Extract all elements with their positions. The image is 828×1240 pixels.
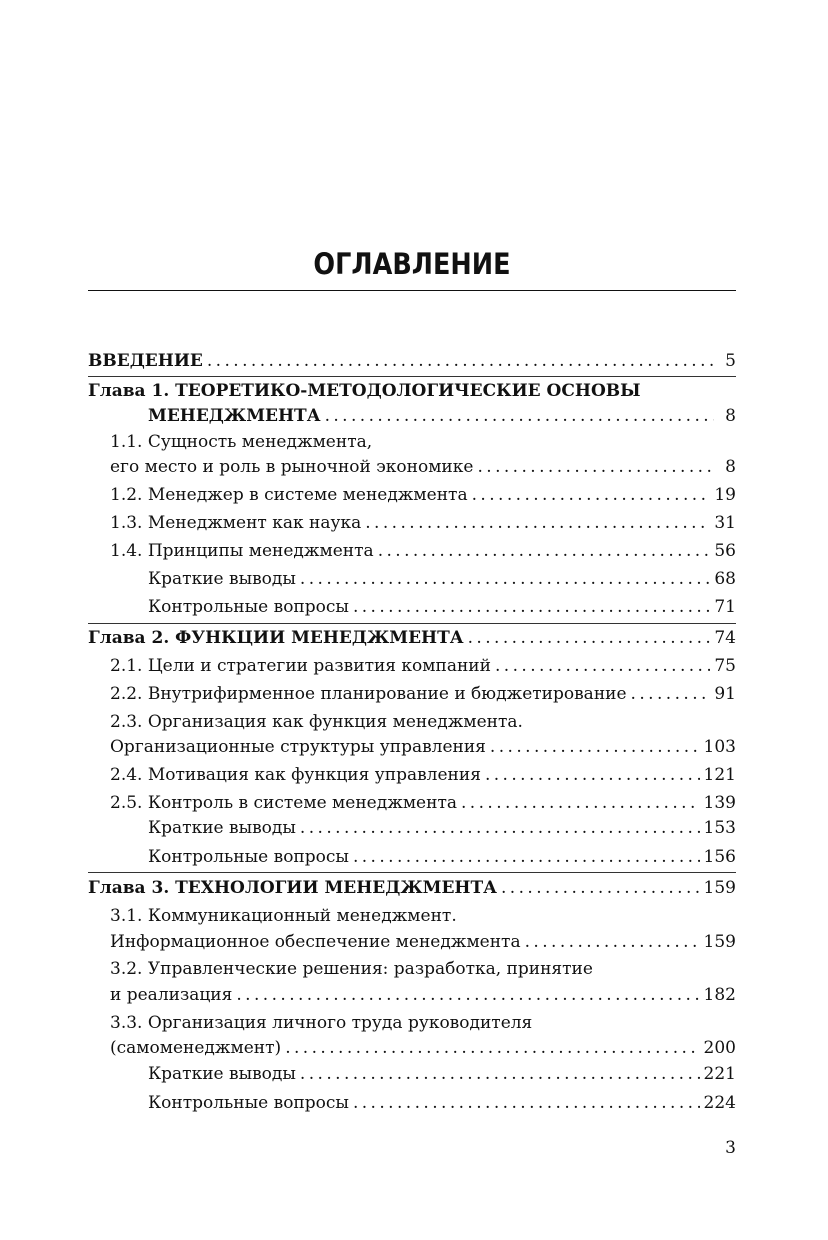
toc-entry-label: 3.3. Организация личного труда руководителя [110,1013,533,1033]
leader-dots [477,454,714,480]
toc-entry-label: Краткие выводы [148,569,296,589]
toc-entry-page: 159 [703,878,736,898]
toc-summary-3[interactable] [148,1061,736,1087]
toc-section-3-2-heading[interactable] [110,956,736,982]
toc-entry-page: 5 [725,351,736,371]
toc-entry-label: 2.1. Цели и стратегии развития компаний [110,656,491,676]
toc-entry-label: 1.1. Сущность менеджмента, [110,432,373,452]
toc-section-3-1[interactable] [110,929,736,955]
title-divider [88,290,736,291]
leader-dots [365,510,710,536]
toc-section-3-1-heading[interactable] [110,903,736,929]
page-number: 3 [725,1138,736,1158]
toc-entry-page: 159 [703,932,736,952]
leader-dots [461,790,700,816]
toc-entry-label: 2.3. Организация как функция менеджмента. [110,712,523,732]
toc-questions-2[interactable] [148,844,736,870]
toc-entry-page: 8 [725,457,736,477]
toc-entry-page: 221 [703,1064,736,1084]
toc-section-2-5[interactable] [110,790,736,816]
toc-entry-page: 200 [703,1038,736,1058]
chapter-divider [88,376,736,377]
leader-dots [353,1090,700,1116]
toc-questions-1[interactable] [148,594,736,620]
leader-dots [325,403,714,429]
toc-chapter-3[interactable] [88,875,736,901]
toc-entry-page: 31 [714,513,736,533]
toc-chapter-1[interactable] [148,403,736,429]
toc-entry-label: 1.3. Менеджмент как наука [110,513,362,533]
toc-entry-label: Глава 2. ФУНКЦИИ МЕНЕДЖМЕНТА [88,628,464,648]
toc-entry-page: 68 [714,569,736,589]
chapter-divider [88,623,736,624]
leader-dots [300,566,710,592]
toc-entry-label: Краткие выводы [148,1064,296,1084]
toc-entry-page: 71 [714,597,736,617]
toc-section-3-3-heading[interactable] [110,1010,736,1036]
toc-entry-label: Организационные структуры управления [110,737,486,757]
toc-entry-page: 75 [714,656,736,676]
leader-dots [501,875,700,901]
toc-entry-label: (самоменеджмент) [110,1038,282,1058]
toc-section-3-3[interactable] [110,1035,736,1061]
toc-entry-label: Краткие выводы [148,818,296,838]
toc-summary-1[interactable] [148,566,736,592]
leader-dots [285,1035,699,1061]
toc-entry-page: 8 [725,406,736,426]
leader-dots [468,625,711,651]
leader-dots [207,348,714,374]
toc-entry-page: 56 [714,541,736,561]
toc-entry-page: 156 [703,847,736,867]
toc-section-1-2[interactable] [110,482,736,508]
toc-entry-label: 3.1. Коммуникационный менеджмент. [110,906,457,926]
toc-entry-page: 182 [703,985,736,1005]
toc-entry-label: Контрольные вопросы [148,1093,349,1113]
toc-section-2-3-heading[interactable] [110,709,736,735]
toc-entry-label: ВВЕДЕНИЕ [88,351,203,371]
toc-entry-page: 74 [714,628,736,648]
toc-entry-intro[interactable] [88,348,736,374]
leader-dots [236,982,699,1008]
leader-dots [353,844,700,870]
toc-entry-label: Глава 1. ТЕОРЕТИКО-МЕТОДОЛОГИЧЕСКИЕ ОСНОВЫ [88,381,641,401]
toc-entry-label: Контрольные вопросы [148,847,349,867]
toc-section-3-2[interactable] [110,982,736,1008]
toc-entry-page: 103 [703,737,736,757]
leader-dots [378,538,711,564]
leader-dots [495,653,710,679]
toc-entry-label: 1.2. Менеджер в системе менеджмента [110,485,468,505]
toc-entry-page: 19 [714,485,736,505]
toc-section-1-3[interactable] [110,510,736,536]
leader-dots [525,929,700,955]
toc-entry-page: 121 [703,765,736,785]
toc-section-2-1[interactable] [110,653,736,679]
toc-section-2-3[interactable] [110,734,736,760]
toc-section-2-2[interactable] [110,681,736,707]
toc-entry-label: МЕНЕДЖМЕНТА [148,406,321,426]
leader-dots [300,1061,700,1087]
toc-section-2-4[interactable] [110,762,736,788]
page-title: ОГЛАВЛЕНИЕ [313,247,511,281]
toc-entry-page: 139 [703,793,736,813]
toc-entry-label: Контрольные вопросы [148,597,349,617]
leader-dots [353,594,710,620]
leader-dots [631,681,711,707]
toc-entry-label: Глава 3. ТЕХНОЛОГИИ МЕНЕДЖМЕНТА [88,878,497,898]
toc-entry-label: 2.4. Мотивация как функция управления [110,765,481,785]
toc-entry-label: 2.2. Внутрифирменное планирование и бюджетирование [110,684,627,704]
toc-chapter-2[interactable] [88,625,736,651]
toc-entry-label: 2.5. Контроль в системе менеджмента [110,793,457,813]
leader-dots [485,762,700,788]
toc-questions-3[interactable] [148,1090,736,1116]
toc-summary-2[interactable] [148,815,736,841]
toc-entry-label: его место и роль в рыночной экономике [110,457,474,477]
leader-dots [300,815,700,841]
toc-entry-page: 224 [703,1093,736,1113]
leader-dots [490,734,700,760]
toc-entry-label: Информационное обеспечение менеджмента [110,932,521,952]
toc-chapter-1-heading[interactable] [88,378,736,404]
toc-entry-label: 1.4. Принципы менеджмента [110,541,374,561]
toc-section-1-1-heading[interactable] [110,429,736,455]
toc-section-1-1[interactable] [110,454,736,480]
toc-entry-label: 3.2. Управленческие решения: разработка, принятие [110,959,593,979]
leader-dots [472,482,711,508]
toc-entry-label: и реализация [110,985,233,1005]
toc-entry-page: 91 [714,684,736,704]
toc-section-1-4[interactable] [110,538,736,564]
chapter-divider [88,872,736,873]
toc-entry-page: 153 [703,818,736,838]
